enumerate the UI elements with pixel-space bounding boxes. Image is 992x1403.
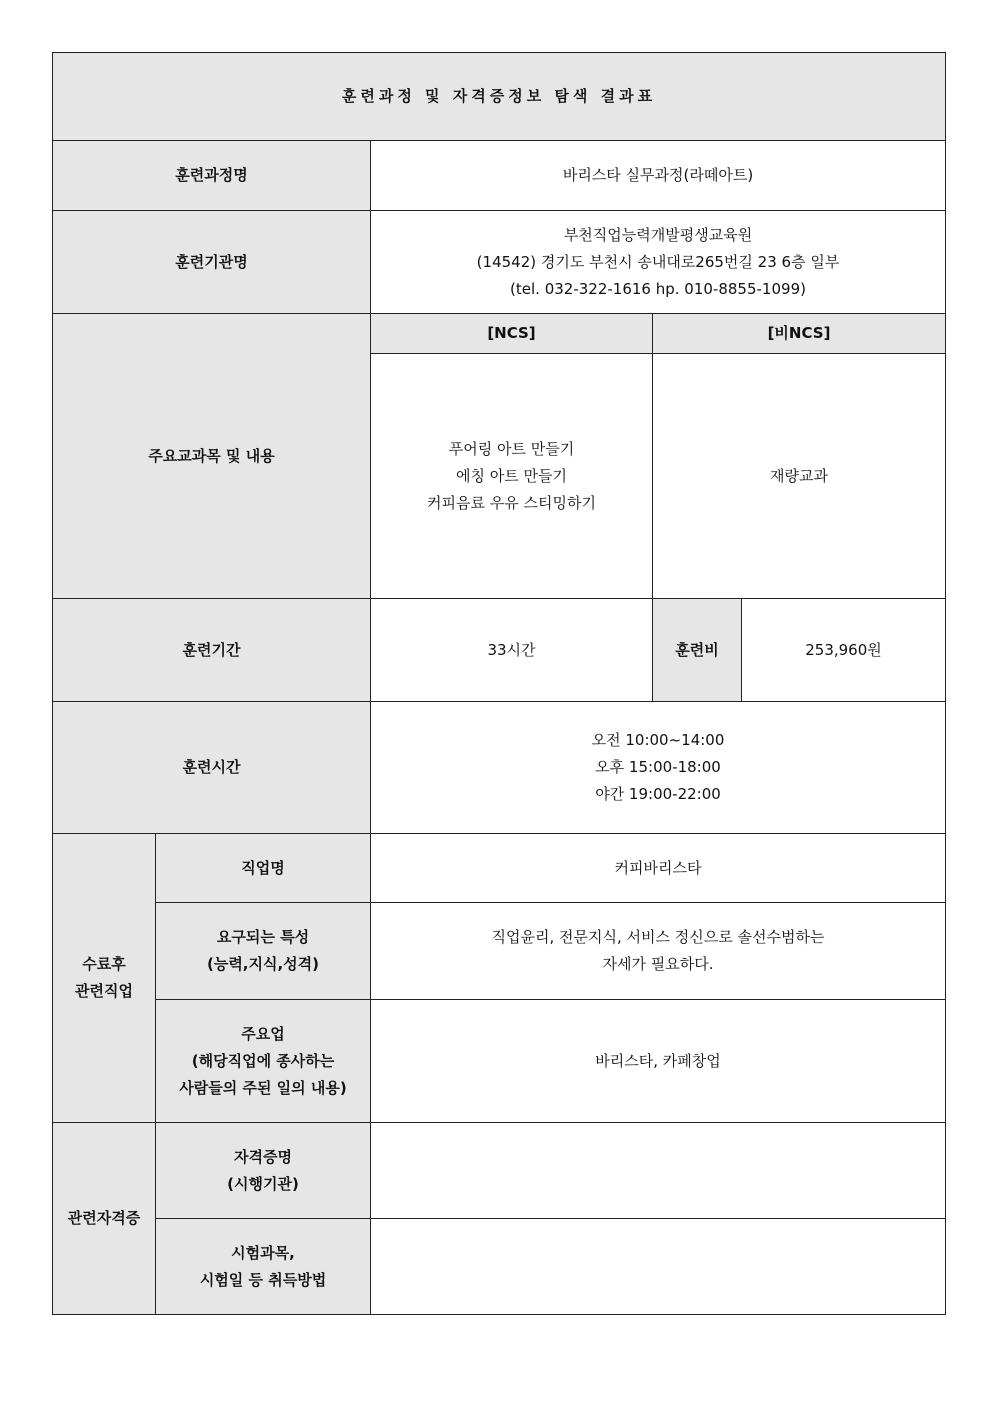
job-duties-label: 주요업 (해당직업에 종사하는 사람들의 주된 일의 내용) — [156, 1000, 371, 1123]
ncs-subject-item: 에칭 아트 만들기 — [456, 466, 567, 485]
result-table — [52, 52, 946, 1315]
certificate-exam-label: 시험과목, 시험일 등 취득방법 — [156, 1219, 371, 1315]
certificate-name-label: 자격증명 (시행기관) — [156, 1123, 371, 1219]
non-ncs-subjects — [653, 354, 946, 599]
institution-name: 부천직업능력개발평생교육원 — [563, 225, 753, 244]
job-name-label: 직업명 — [156, 834, 371, 903]
hours-afternoon: 오후 15:00-18:00 — [595, 758, 721, 776]
hours-evening: 야간 19:00-22:00 — [595, 785, 721, 803]
hours-info — [371, 702, 946, 834]
certificate-group-label: 관련자격증 — [53, 1123, 156, 1315]
institution-info — [371, 211, 946, 314]
ncs-subject-item: 푸어링 아트 만들기 — [448, 439, 575, 458]
hours-morning: 오전 10:00~14:00 — [591, 731, 725, 749]
hours-label: 훈련시간 — [53, 702, 371, 834]
certificate-name-value — [371, 1123, 946, 1219]
job-traits-label: 요구되는 특성 (능력,지식,성격) — [156, 903, 371, 1000]
ncs-subjects — [371, 354, 653, 599]
job-duties-value: 바리스타, 카페창업 — [371, 1000, 946, 1123]
period-label: 훈련기간 — [53, 599, 371, 702]
certificate-exam-value — [371, 1219, 946, 1315]
job-traits-value: 직업윤리, 전문지식, 서비스 정신으로 솔선수범하는 자세가 필요하다. — [371, 903, 946, 1000]
period-value: 33시간 — [371, 599, 653, 702]
ncs-subject-item: 커피음료 우유 스티밍하기 — [427, 493, 596, 512]
ncs-header: [NCS] — [371, 314, 653, 354]
course-name-value: 바리스타 실무과정(라떼아트) — [371, 141, 946, 211]
non-ncs-subject-item: 재량교과 — [770, 466, 828, 485]
institution-contact: (tel. 032-322-1616 hp. 010-8855-1099) — [510, 279, 806, 298]
fee-label: 훈련비 — [653, 599, 742, 702]
non-ncs-header: [비NCS] — [653, 314, 946, 354]
institution-label: 훈련기관명 — [53, 211, 371, 314]
subjects-label: 주요교과목 및 내용 — [53, 314, 371, 599]
institution-address: (14542) 경기도 부천시 송내대로265번길 23 6층 일부 — [476, 252, 840, 271]
page-title: 훈련과정 및 자격증정보 탐색 결과표 — [53, 53, 946, 141]
job-group-label: 수료후 관련직업 — [53, 834, 156, 1123]
job-name-value: 커피바리스타 — [371, 834, 946, 903]
course-name-label: 훈련과정명 — [53, 141, 371, 211]
fee-value: 253,960원 — [742, 599, 946, 702]
